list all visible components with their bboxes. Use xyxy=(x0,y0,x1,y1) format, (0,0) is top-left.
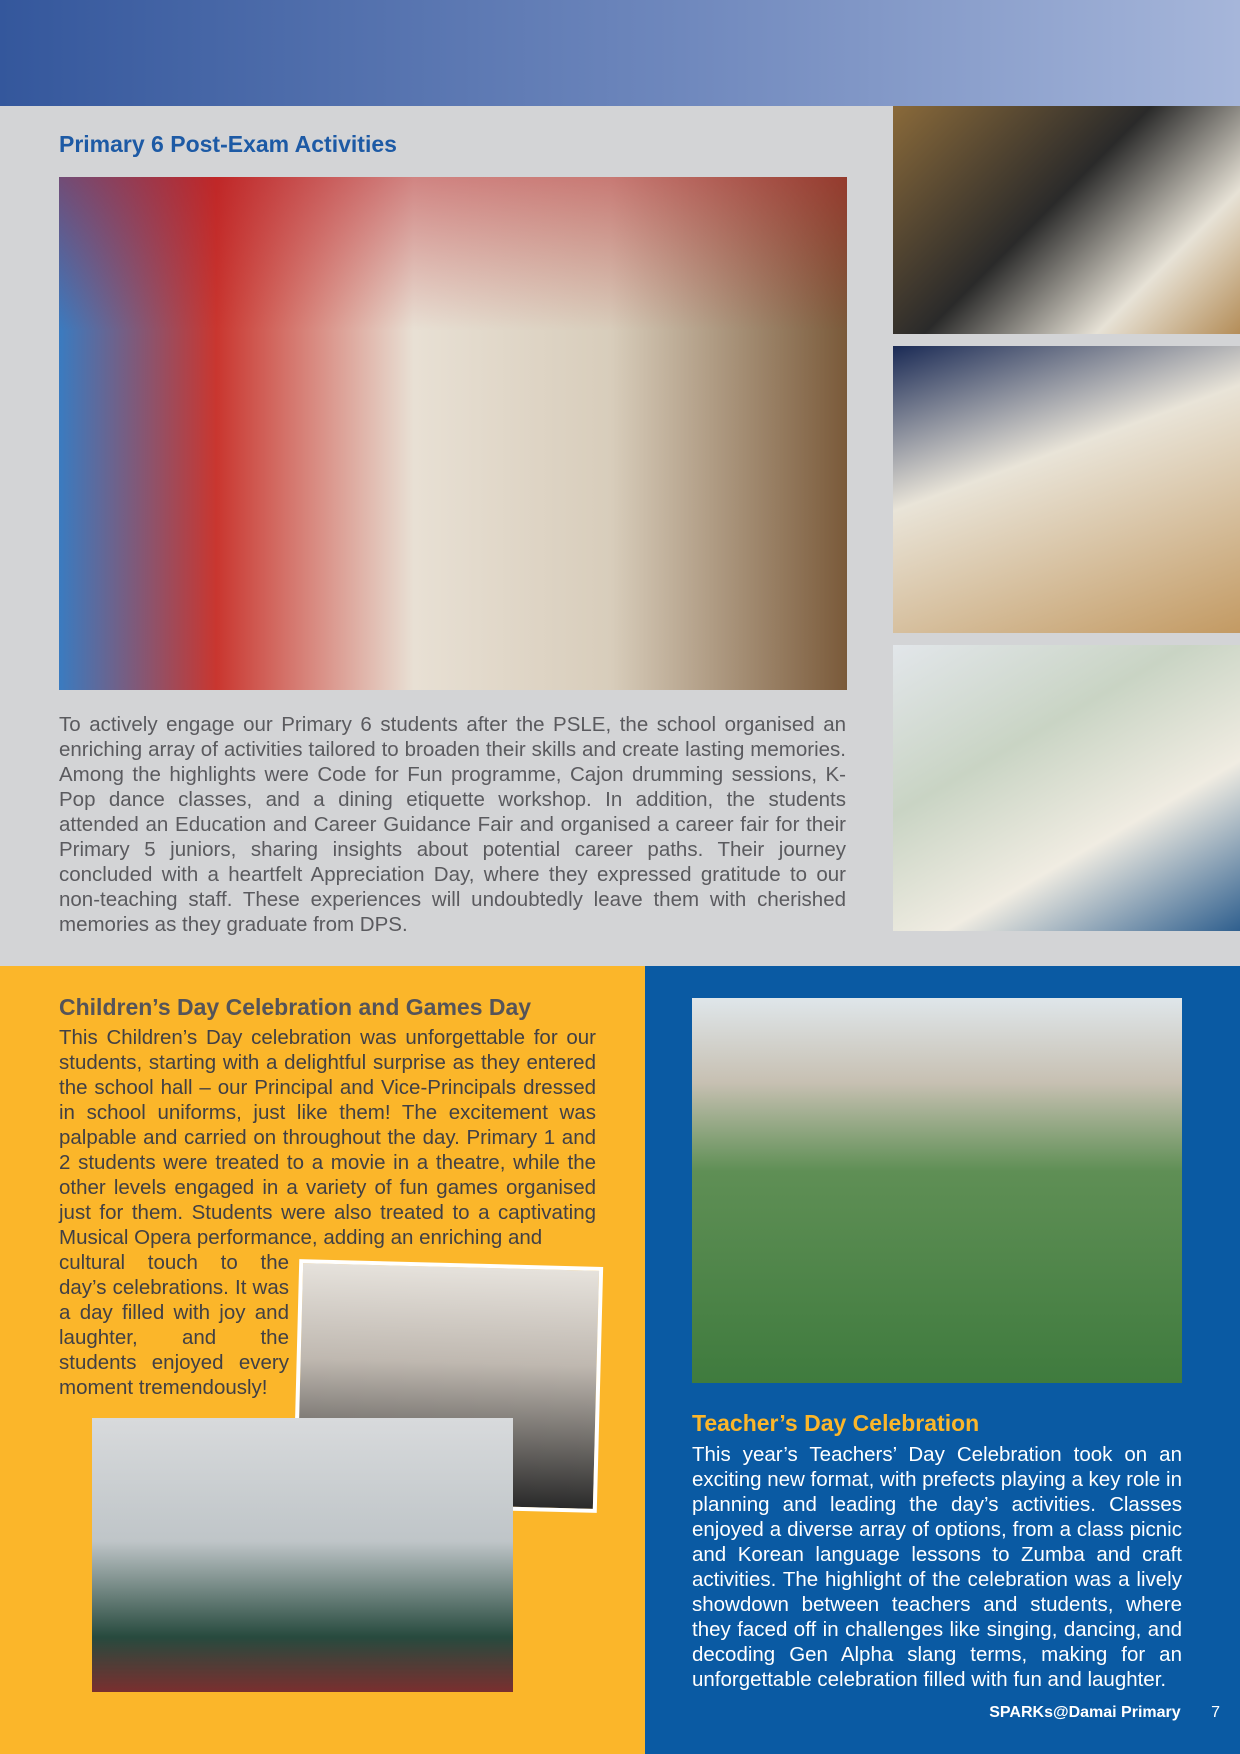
photo-career-fair xyxy=(59,177,847,690)
section-body-childrens-day-cont: cultural touch to the day’s celebrations. It was a day filled with joy and laughter, and the students enjoyed every moment tremendously! xyxy=(59,1251,289,1399)
photo-class-picnic xyxy=(692,998,1182,1383)
section-title-teachers-day: Teacher’s Day Celebration xyxy=(692,1410,980,1436)
page-footer xyxy=(900,1704,1220,1722)
footer-brand: SPARKs@Damai Primary xyxy=(989,1704,1181,1721)
page-number: 7 xyxy=(1211,1704,1220,1721)
section-body-primary6: To actively engage our Primary 6 students after the PSLE, the school organised an enriching array of activities tailored to broaden their skills and create lasting memories. Among the highlights were Code for Fun programme, Cajon drumming sessions, K-Pop dance classes, and a dining etiquette workshop. In addition, the students attended an Education and Career Guidance Fair and organised a career fair for their Primary 5 juniors, sharing insights about potential career paths. Their journey concluded with a heartfelt Appreciation Day, where they expressed gratitude to our non-teaching staff. These experiences will undoubtedly leave them with cherished memories as they graduate from DPS. xyxy=(59,713,846,936)
photo-games-day xyxy=(92,1418,513,1692)
section-title-childrens-day: Children’s Day Celebration and Games Day xyxy=(59,994,532,1020)
section-body-childrens-day: This Children’s Day celebration was unforgettable for our students, starting with a delightful surprise as they entered the school hall – our Principal and Vice-Principals dressed in school uniforms, just like them! The excitement was palpable and carried on throughout the day. Primary 1 and 2 students were treated to a movie in a theatre, while the other levels engaged in a variety of fun games organised just for them. Students were also treated to a captivating Musical Opera performance, adding an enriching and xyxy=(59,1026,596,1249)
photo-code-for-fun xyxy=(893,645,1240,931)
photo-cajon-drumming xyxy=(893,346,1240,633)
section-title-primary6: Primary 6 Post-Exam Activities xyxy=(59,131,397,157)
section-body-teachers-day: This year’s Teachers’ Day Celebration took on an exciting new format, with prefects playing a key role in planning and leading the day’s activities. Classes enjoyed a diverse array of options, from a class picnic and Korean language lessons to Zumba and craft activities. The highlight of the celebration was a lively showdown between teachers and students, where they faced off in challenges like singing, dancing, and decoding Gen Alpha slang terms, making for an unforgettable celebration filled with fun and laughter. xyxy=(692,1443,1182,1691)
photo-students-presentation xyxy=(893,106,1240,334)
header-banner xyxy=(0,0,1240,106)
